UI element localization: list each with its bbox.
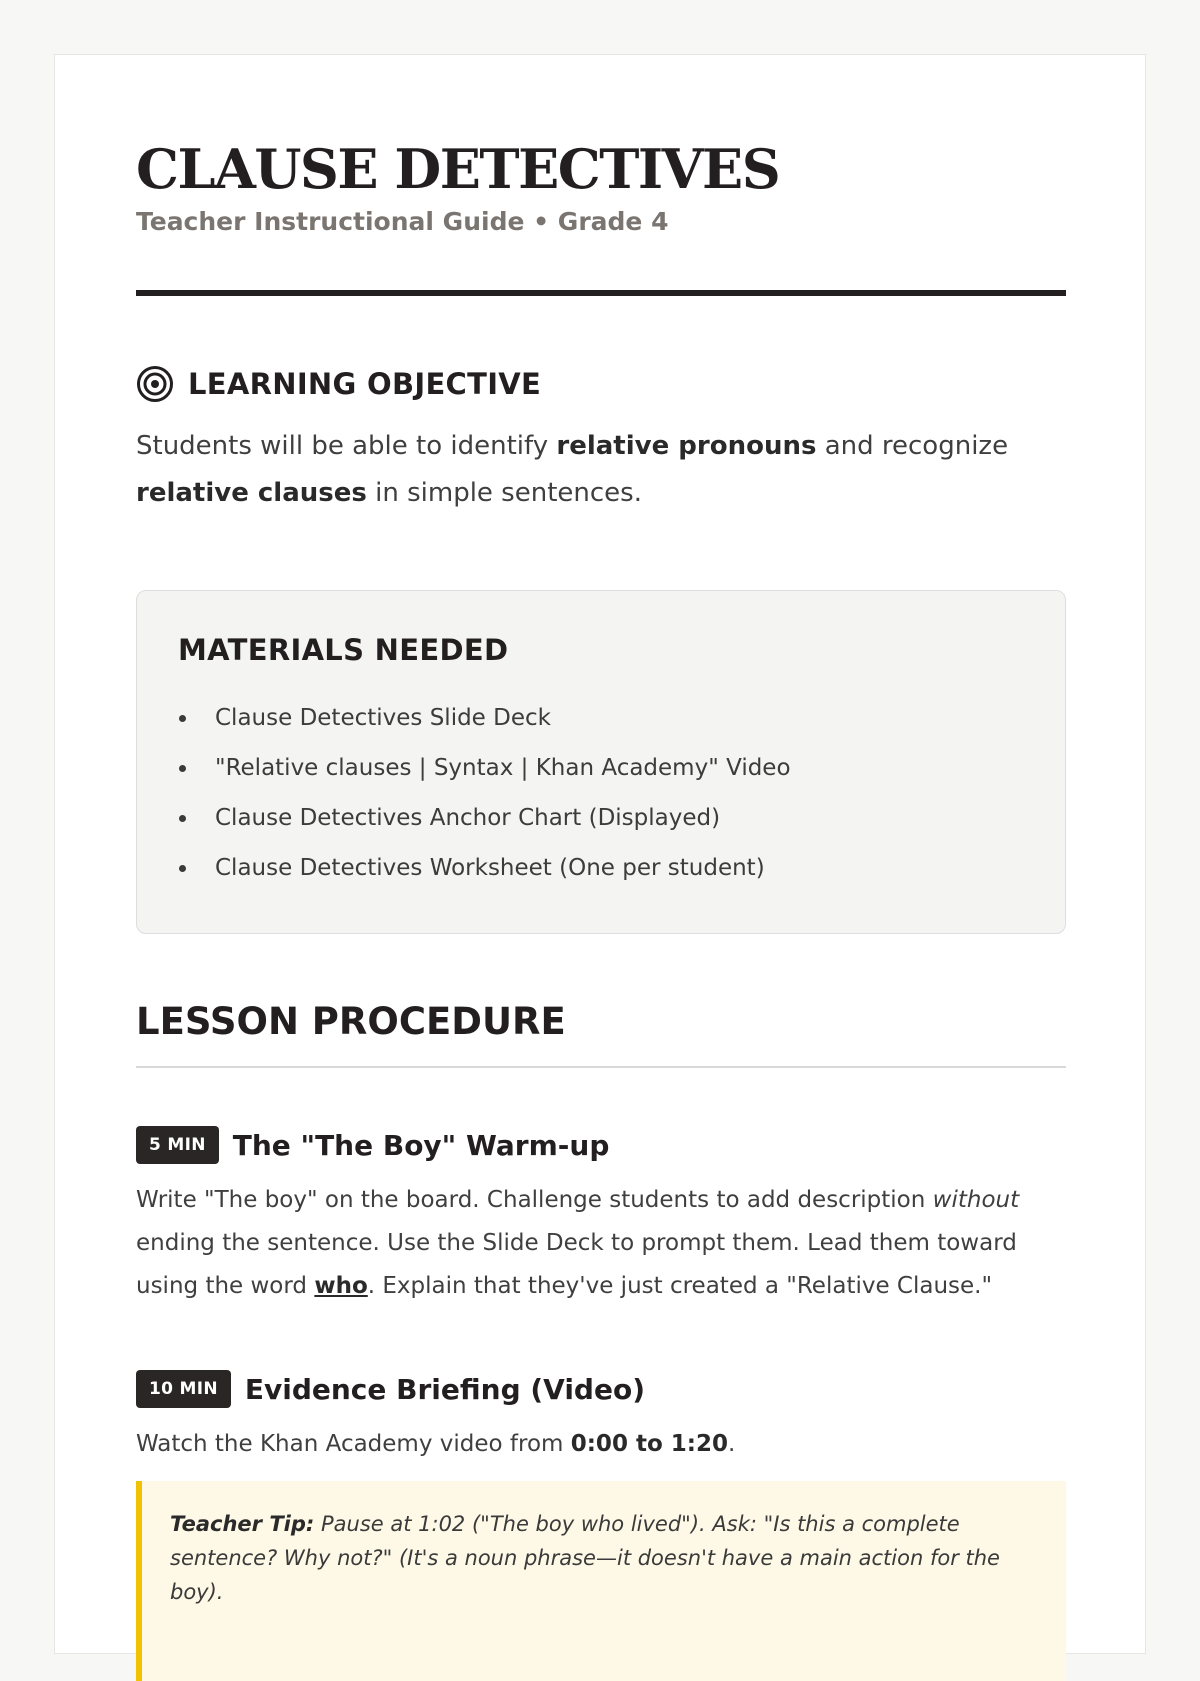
- step-text-part: .: [727, 1431, 736, 1457]
- step-text-part: Write "The boy" on the board. Challenge students to add description: [136, 1187, 933, 1213]
- materials-item: "Relative clauses | Syntax | Khan Academy" Video: [178, 743, 791, 793]
- step-text-part: . Explain that they've just created a "Relative Clause.": [367, 1273, 993, 1299]
- step-2-title: Evidence Briefing (Video): [244, 1372, 645, 1406]
- teacher-tip-label: Teacher Tip:: [170, 1512, 315, 1536]
- objective-text: [136, 423, 1066, 517]
- materials-list: [178, 693, 791, 893]
- duration-badge: 5 MIN: [136, 1126, 219, 1164]
- materials-heading: MATERIALS NEEDED: [178, 633, 509, 667]
- step-text-part: Watch the Khan Academy video from: [136, 1431, 571, 1457]
- page-title: CLAUSE DETECTIVES: [136, 137, 780, 201]
- duration-badge: 10 MIN: [136, 1370, 231, 1408]
- guide-page: [54, 54, 1146, 1654]
- materials-panel: [136, 590, 1066, 934]
- objective-header: [136, 365, 541, 403]
- page-subtitle: Teacher Instructional Guide • Grade 4: [136, 207, 669, 236]
- step-1-text: [136, 1179, 1066, 1308]
- step-2-text: [136, 1423, 1066, 1466]
- title-divider: [136, 290, 1066, 296]
- procedure-heading: LESSON PROCEDURE: [136, 1000, 566, 1043]
- target-icon: [136, 365, 174, 403]
- materials-item: Clause Detectives Worksheet (One per student): [178, 843, 791, 893]
- key-word-who: who: [314, 1273, 368, 1299]
- step-1-title: The "The Boy" Warm-up: [232, 1128, 610, 1162]
- step-text-part: ending the sentence. Use the Slide Deck to prompt them. Lead them toward using the word: [136, 1230, 1017, 1299]
- key-term-relative-pronouns: relative pronouns: [556, 431, 817, 461]
- objective-text-part: and recognize: [816, 431, 1009, 461]
- objective-heading: LEARNING OBJECTIVE: [188, 367, 542, 401]
- teacher-tip-callout: [136, 1481, 1066, 1681]
- materials-item: Clause Detectives Anchor Chart (Displayed): [178, 793, 791, 843]
- materials-item: Clause Detectives Slide Deck: [178, 693, 791, 743]
- step-2-header: [136, 1370, 645, 1408]
- video-timestamp-range: 0:00 to 1:20: [570, 1431, 728, 1457]
- teacher-tip-body: Pause at 1:02 ("The boy who lived"). Ask: "Is this a complete sentence? Why not?" (It's a noun phrase—it doesn't have a main action for the boy).: [170, 1512, 1000, 1604]
- procedure-divider: [136, 1066, 1066, 1068]
- step-1-header: [136, 1126, 609, 1164]
- objective-text-part: Students will be able to identify: [136, 431, 557, 461]
- teacher-tip-text: [170, 1507, 1034, 1609]
- key-term-relative-clauses: relative clauses: [136, 478, 367, 508]
- emphasis-without: without: [932, 1187, 1020, 1213]
- objective-text-part: in simple sentences.: [366, 478, 642, 508]
